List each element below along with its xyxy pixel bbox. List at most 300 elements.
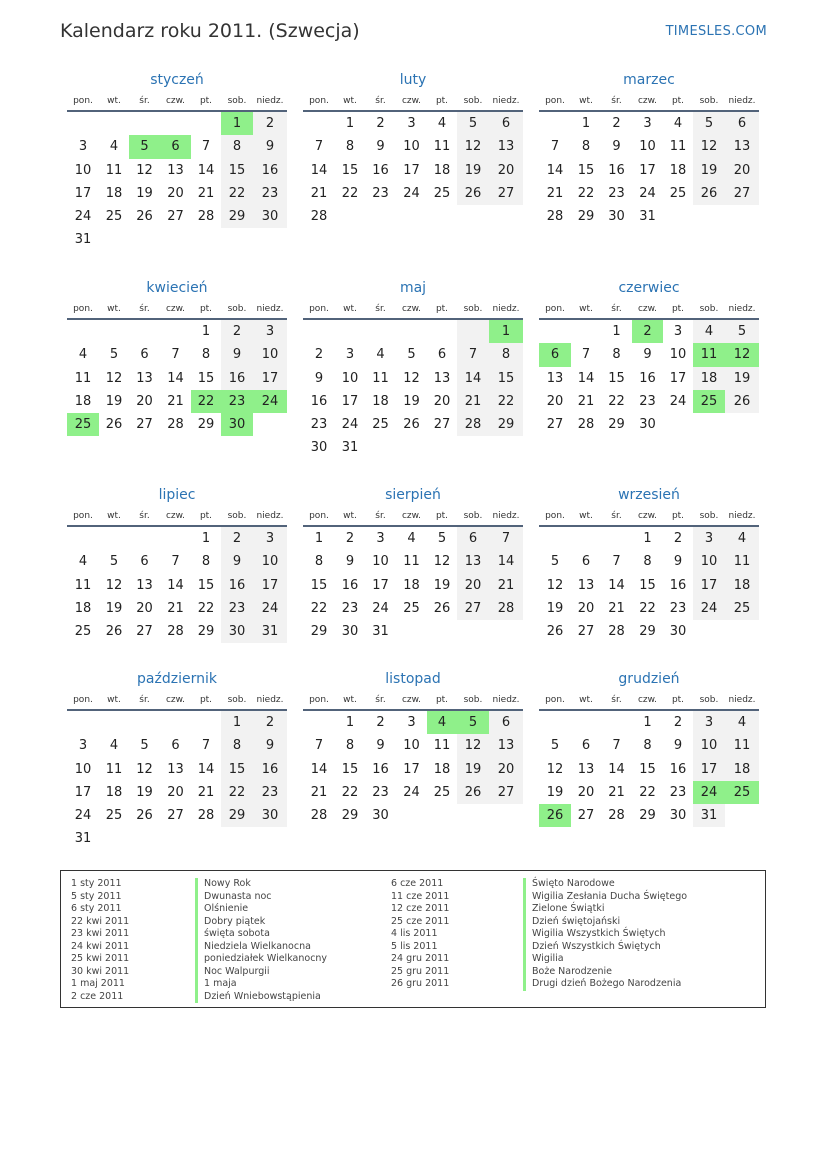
empty-day-cell — [160, 320, 191, 343]
weekday-label: pt. — [199, 96, 213, 106]
day-cell: 21 — [489, 574, 523, 597]
day-cell: 7 — [314, 139, 324, 155]
day-cell: 11 — [693, 343, 725, 366]
day-cell: 20 — [577, 600, 595, 616]
legend-date: 23 kwi 2011 — [71, 928, 130, 939]
day-cell: 9 — [253, 734, 287, 757]
weekday-label: śr. — [375, 511, 386, 521]
empty-day-cell — [99, 112, 129, 135]
weekday-label: pon. — [545, 96, 565, 106]
day-cell: 23 — [669, 784, 687, 800]
day-cell: 20 — [136, 393, 153, 409]
day-cell: 21 — [457, 390, 489, 413]
day-cell: 20 — [489, 758, 523, 781]
day-cell: 9 — [376, 738, 385, 754]
day-cell: 26 — [403, 417, 420, 433]
legend-holiday-name: święta sobota — [195, 928, 327, 941]
day-cell: 26 — [457, 781, 489, 804]
day-cell: 8 — [581, 139, 591, 155]
day-cell: 27 — [136, 417, 153, 433]
day-cell: 7 — [171, 554, 180, 570]
day-cell: 6 — [437, 347, 447, 363]
day-cell: 26 — [105, 417, 123, 433]
day-cell: 15 — [197, 577, 215, 593]
day-cell: 29 — [639, 808, 656, 824]
day-cell: 11 — [433, 738, 451, 754]
day-cell: 15 — [577, 162, 595, 178]
day-cell: 10 — [403, 139, 420, 155]
day-cell: 14 — [310, 761, 328, 777]
month-block — [539, 278, 759, 436]
day-cell: 10 — [253, 343, 287, 366]
legend-date: 12 cze 2011 — [391, 903, 450, 914]
day-cell: 14 — [167, 577, 184, 593]
empty-day-cell — [67, 320, 99, 343]
day-cell: 19 — [136, 185, 153, 201]
day-cell: 8 — [345, 139, 355, 155]
day-cell: 2 — [673, 531, 683, 546]
day-cell: 30 — [341, 624, 359, 640]
day-cell: 13 — [167, 162, 184, 178]
day-cell: 21 — [577, 393, 595, 409]
day-cell: 27 — [577, 808, 595, 824]
weekday-header — [303, 302, 523, 320]
legend-date: 6 sty 2011 — [71, 903, 122, 914]
weekday-label: wt. — [343, 96, 357, 106]
day-cell: 7 — [612, 738, 621, 754]
legend-holiday-name: Święto Narodowe — [523, 878, 687, 891]
day-cell: 3 — [78, 139, 88, 155]
day-grid — [539, 320, 759, 436]
empty-day-cell — [99, 711, 129, 734]
day-cell: 13 — [489, 734, 523, 757]
day-cell: 2 — [612, 116, 621, 131]
weekday-label: pt. — [671, 511, 685, 521]
day-cell: 13 — [725, 135, 759, 158]
day-cell: 10 — [253, 550, 287, 573]
day-cell: 26 — [693, 182, 725, 205]
day-cell: 31 — [341, 440, 359, 456]
day-cell: 8 — [643, 554, 652, 570]
weekday-label: śr. — [611, 304, 622, 314]
legend-names-col-2 — [523, 878, 687, 991]
weekday-header — [67, 94, 287, 112]
weekday-label: czw. — [401, 96, 422, 106]
empty-day-cell — [571, 527, 601, 550]
day-cell: 22 — [608, 393, 625, 409]
day-cell: 8 — [221, 734, 253, 757]
day-cell: 25 — [105, 209, 123, 225]
empty-day-cell — [571, 711, 601, 734]
legend-holiday-name: poniedziałek Wielkanocny — [195, 953, 327, 966]
day-cell: 11 — [105, 761, 123, 777]
day-cell: 14 — [608, 761, 625, 777]
day-cell: 4 — [427, 711, 457, 734]
page-title: Kalendarz roku 2011. (Szwecja) — [60, 20, 360, 42]
day-cell: 22 — [341, 185, 359, 201]
month-name: maj — [399, 280, 427, 296]
day-cell: 20 — [546, 393, 564, 409]
empty-day-cell — [539, 711, 571, 734]
day-cell: 4 — [407, 531, 416, 546]
legend-dates-col-1 — [71, 878, 129, 1003]
empty-day-cell — [191, 112, 221, 135]
day-cell: 8 — [221, 135, 253, 158]
day-cell: 15 — [639, 577, 656, 593]
day-cell: 23 — [669, 600, 687, 616]
day-cell: 3 — [407, 116, 416, 131]
day-cell: 20 — [167, 784, 184, 800]
day-cell: 26 — [136, 808, 153, 824]
day-cell: 9 — [345, 554, 355, 570]
weekday-label: wt. — [579, 511, 593, 521]
weekday-label: czw. — [637, 304, 658, 314]
day-cell: 11 — [433, 139, 451, 155]
empty-day-cell — [539, 320, 571, 343]
day-cell: 29 — [197, 417, 215, 433]
day-cell: 30 — [253, 804, 287, 827]
day-cell: 13 — [167, 761, 184, 777]
day-cell: 14 — [489, 550, 523, 573]
day-cell: 31 — [639, 209, 656, 225]
empty-day-cell — [539, 112, 571, 135]
day-cell: 17 — [403, 162, 420, 178]
day-cell: 24 — [403, 784, 420, 800]
day-cell: 16 — [372, 162, 389, 178]
day-cell: 21 — [197, 185, 215, 201]
day-cell: 5 — [437, 531, 447, 546]
legend-date: 11 cze 2011 — [391, 890, 450, 902]
day-cell: 13 — [577, 761, 595, 777]
day-cell: 4 — [376, 347, 385, 363]
day-cell: 7 — [171, 347, 180, 363]
empty-day-cell — [303, 112, 335, 135]
day-cell: 19 — [136, 784, 153, 800]
day-cell: 24 — [639, 185, 656, 201]
day-cell: 2 — [376, 116, 385, 131]
month-block — [303, 669, 523, 827]
legend-holiday-name: Drugi dzień Bożego Narodzenia — [523, 978, 687, 991]
day-cell: 12 — [693, 135, 725, 158]
day-cell: 16 — [310, 393, 328, 409]
day-cell: 26 — [725, 390, 759, 413]
day-cell: 5 — [140, 738, 149, 754]
day-cell: 5 — [550, 554, 560, 570]
month-block — [67, 485, 287, 643]
day-cell: 28 — [167, 624, 184, 640]
day-cell: 19 — [693, 159, 725, 182]
day-cell: 23 — [372, 784, 389, 800]
legend-date: 5 sty 2011 — [71, 890, 122, 902]
weekday-label: niedz. — [256, 695, 284, 705]
day-cell: 8 — [489, 343, 523, 366]
empty-day-cell — [335, 320, 365, 343]
day-cell: 14 — [310, 162, 328, 178]
empty-day-cell — [160, 527, 191, 550]
day-cell: 15 — [221, 159, 253, 182]
weekday-label: śr. — [139, 304, 150, 314]
legend-holiday-name: Boże Narodzenie — [523, 966, 687, 979]
day-cell: 7 — [457, 343, 489, 366]
day-cell: 16 — [608, 162, 625, 178]
weekday-label: pt. — [199, 695, 213, 705]
month-block — [303, 485, 523, 643]
weekday-label: sob. — [463, 96, 483, 106]
weekday-label: śr. — [611, 96, 622, 106]
day-cell: 3 — [253, 320, 287, 343]
day-cell: 20 — [725, 159, 759, 182]
day-cell: 2 — [253, 711, 287, 734]
day-cell: 28 — [197, 808, 215, 824]
weekday-label: pt. — [435, 511, 449, 521]
day-cell: 9 — [612, 139, 621, 155]
day-cell: 19 — [546, 784, 564, 800]
day-cell: 23 — [372, 185, 389, 201]
day-cell: 5 — [109, 347, 119, 363]
day-cell: 17 — [253, 574, 287, 597]
month-block — [539, 70, 759, 228]
day-cell: 22 — [577, 185, 595, 201]
weekday-header — [539, 509, 759, 527]
empty-day-cell — [129, 711, 160, 734]
legend-date: 25 gru 2011 — [391, 965, 450, 977]
day-cell: 3 — [376, 531, 385, 546]
day-cell: 29 — [577, 209, 595, 225]
day-cell: 1 — [201, 531, 211, 546]
day-cell: 22 — [310, 600, 328, 616]
legend-holiday-name: Nowy Rok — [195, 878, 327, 891]
weekday-label: niedz. — [492, 511, 520, 521]
day-cell: 7 — [612, 554, 621, 570]
weekday-label: niedz. — [728, 695, 756, 705]
weekday-label: czw. — [165, 695, 186, 705]
day-cell: 22 — [191, 390, 221, 413]
day-cell: 15 — [341, 761, 359, 777]
day-cell: 17 — [341, 393, 359, 409]
day-cell: 27 — [489, 781, 523, 804]
legend-holiday-name: Dobry piątek — [195, 916, 327, 929]
legend-dates-col-2 — [391, 878, 449, 991]
day-cell: 2 — [221, 527, 253, 550]
weekday-label: niedz. — [256, 304, 284, 314]
day-cell: 4 — [693, 320, 725, 343]
day-cell: 31 — [372, 624, 389, 640]
day-cell: 19 — [403, 393, 420, 409]
day-cell: 29 — [197, 624, 215, 640]
day-cell: 16 — [221, 367, 253, 390]
day-cell: 24 — [74, 808, 92, 824]
day-cell: 16 — [253, 758, 287, 781]
weekday-header — [539, 693, 759, 711]
day-cell: 30 — [372, 808, 389, 824]
day-cell: 17 — [693, 574, 725, 597]
day-cell: 9 — [673, 554, 683, 570]
weekday-label: sob. — [227, 96, 247, 106]
day-cell: 26 — [105, 624, 123, 640]
empty-day-cell — [427, 320, 457, 343]
day-cell: 26 — [136, 209, 153, 225]
day-cell: 21 — [608, 600, 625, 616]
day-cell: 25 — [433, 784, 451, 800]
day-grid — [539, 527, 759, 643]
day-cell: 23 — [341, 600, 359, 616]
day-cell: 20 — [489, 159, 523, 182]
day-cell: 27 — [167, 808, 184, 824]
weekday-label: pt. — [671, 304, 685, 314]
weekday-label: śr. — [139, 511, 150, 521]
weekday-label: pon. — [545, 304, 565, 314]
day-cell: 20 — [167, 185, 184, 201]
day-cell: 18 — [433, 761, 451, 777]
empty-day-cell — [99, 320, 129, 343]
day-cell: 11 — [74, 370, 92, 386]
weekday-label: pt. — [199, 511, 213, 521]
day-cell: 25 — [372, 417, 389, 433]
day-cell: 1 — [489, 320, 523, 343]
day-cell: 11 — [725, 734, 759, 757]
day-cell: 18 — [105, 185, 123, 201]
day-cell: 2 — [673, 715, 683, 730]
day-grid — [303, 711, 523, 827]
legend-holiday-name: Wigilia Zesłania Ducha Świętego — [523, 891, 687, 904]
day-cell: 5 — [129, 135, 160, 158]
day-grid — [67, 112, 287, 252]
day-cell: 25 — [693, 390, 725, 413]
weekday-label: czw. — [401, 695, 422, 705]
day-cell: 11 — [403, 554, 420, 570]
day-cell: 23 — [221, 597, 253, 620]
day-cell: 29 — [489, 413, 523, 436]
weekday-label: czw. — [165, 304, 186, 314]
weekday-label: pt. — [435, 304, 449, 314]
month-name: sierpień — [385, 487, 441, 503]
day-cell: 24 — [253, 597, 287, 620]
day-cell: 1 — [345, 715, 355, 730]
day-cell: 9 — [643, 347, 652, 363]
day-cell: 2 — [314, 347, 324, 363]
weekday-header — [67, 509, 287, 527]
day-cell: 1 — [643, 715, 652, 730]
day-cell: 31 — [253, 620, 287, 643]
day-cell: 18 — [725, 758, 759, 781]
day-cell: 31 — [74, 831, 92, 847]
day-cell: 13 — [136, 370, 153, 386]
day-cell: 3 — [693, 711, 725, 734]
day-cell: 6 — [160, 135, 191, 158]
day-cell: 16 — [669, 577, 687, 593]
day-cell: 2 — [253, 112, 287, 135]
month-name: listopad — [385, 671, 441, 687]
weekday-label: sob. — [227, 511, 247, 521]
day-cell: 27 — [546, 417, 564, 433]
day-cell: 25 — [433, 185, 451, 201]
day-cell: 28 — [577, 417, 595, 433]
weekday-label: niedz. — [728, 96, 756, 106]
day-cell: 14 — [608, 577, 625, 593]
day-cell: 11 — [669, 139, 687, 155]
day-cell: 22 — [639, 600, 656, 616]
month-block — [67, 669, 287, 851]
day-cell: 25 — [105, 808, 123, 824]
day-cell: 23 — [639, 393, 656, 409]
day-cell: 4 — [78, 554, 88, 570]
day-cell: 11 — [105, 162, 123, 178]
day-cell: 14 — [457, 367, 489, 390]
weekday-label: czw. — [637, 695, 658, 705]
empty-day-cell — [303, 320, 335, 343]
day-cell: 5 — [407, 347, 416, 363]
day-cell: 17 — [403, 761, 420, 777]
month-name: grudzień — [618, 671, 680, 687]
day-cell: 4 — [109, 139, 119, 155]
weekday-label: śr. — [611, 695, 622, 705]
legend-holiday-name: Niedziela Wielkanocna — [195, 941, 327, 954]
day-cell: 28 — [489, 597, 523, 620]
day-cell: 14 — [546, 162, 564, 178]
day-cell: 21 — [608, 784, 625, 800]
day-cell: 3 — [673, 324, 683, 339]
weekday-label: pon. — [73, 695, 93, 705]
day-cell: 27 — [457, 597, 489, 620]
day-cell: 24 — [693, 597, 725, 620]
day-cell: 17 — [74, 784, 92, 800]
day-cell: 18 — [372, 393, 389, 409]
day-cell: 4 — [109, 738, 119, 754]
weekday-label: pt. — [671, 96, 685, 106]
day-cell: 6 — [489, 112, 523, 135]
weekday-label: pon. — [309, 96, 329, 106]
weekday-label: sob. — [463, 695, 483, 705]
day-cell: 9 — [314, 370, 324, 386]
legend-holiday-name: Noc Walpurgii — [195, 966, 327, 979]
brand-link[interactable]: TIMESLES.COM — [665, 24, 767, 39]
weekday-label: sob. — [463, 511, 483, 521]
legend-holiday-name: Dzień Wszystkich Świętych — [523, 941, 687, 954]
day-cell: 28 — [197, 209, 215, 225]
empty-day-cell — [191, 711, 221, 734]
weekday-label: wt. — [579, 304, 593, 314]
legend-date: 1 maj 2011 — [71, 978, 125, 989]
weekday-label: niedz. — [728, 511, 756, 521]
legend-holiday-name: 1 maja — [195, 978, 327, 991]
weekday-label: śr. — [375, 695, 386, 705]
empty-day-cell — [67, 711, 99, 734]
day-cell: 7 — [201, 738, 211, 754]
day-cell: 25 — [74, 624, 92, 640]
day-cell: 21 — [167, 600, 184, 616]
day-cell: 22 — [197, 600, 215, 616]
day-cell: 9 — [376, 139, 385, 155]
day-cell: 7 — [489, 527, 523, 550]
day-cell: 1 — [643, 531, 652, 546]
weekday-label: czw. — [401, 304, 422, 314]
day-cell: 29 — [639, 624, 656, 640]
day-cell: 14 — [577, 370, 595, 386]
day-cell: 2 — [376, 715, 385, 730]
day-cell: 1 — [581, 116, 591, 131]
day-cell: 20 — [433, 393, 451, 409]
weekday-label: pon. — [309, 304, 329, 314]
empty-day-cell — [303, 711, 335, 734]
day-cell: 23 — [310, 417, 328, 433]
day-cell: 22 — [221, 182, 253, 205]
empty-day-cell — [601, 711, 632, 734]
weekday-label: pon. — [545, 511, 565, 521]
day-cell: 10 — [341, 370, 359, 386]
day-cell: 19 — [725, 367, 759, 390]
day-cell: 18 — [693, 367, 725, 390]
day-cell: 17 — [74, 185, 92, 201]
